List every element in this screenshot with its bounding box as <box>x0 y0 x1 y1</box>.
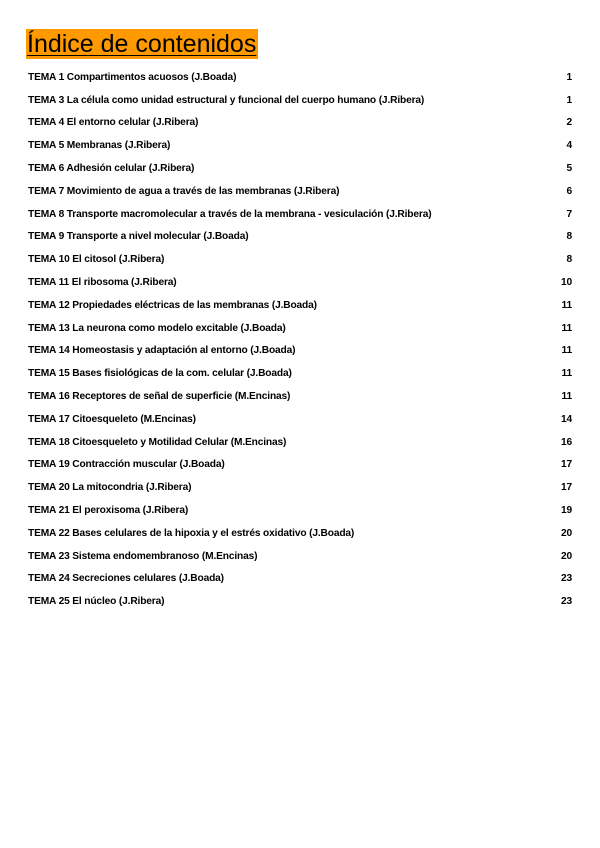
toc-entry[interactable] <box>28 89 572 112</box>
toc-entry-page-number: 7 <box>566 208 572 220</box>
toc-entry[interactable] <box>28 431 572 454</box>
toc-entry[interactable] <box>28 340 572 363</box>
toc-entry[interactable] <box>28 499 572 522</box>
toc-entry-title: TEMA 16 Receptores de señal de superficie (M.Encinas) <box>28 391 291 403</box>
toc-entry[interactable] <box>28 157 572 180</box>
toc-entry-page-number: 4 <box>566 140 572 152</box>
toc-entry[interactable] <box>28 568 572 591</box>
toc-entry-title: TEMA 17 Citoesqueleto (M.Encinas) <box>28 413 196 425</box>
toc-entry-page-number: 16 <box>560 436 572 448</box>
toc-entry[interactable] <box>28 112 572 135</box>
table-of-contents <box>28 66 572 613</box>
toc-entry[interactable] <box>28 476 572 499</box>
toc-entry-page-number: 1 <box>566 71 572 83</box>
toc-entry-page-number: 11 <box>561 299 572 311</box>
toc-entry-page-number: 8 <box>566 231 572 243</box>
toc-entry-page-number: 17 <box>560 459 572 471</box>
toc-entry-page-number: 8 <box>566 254 572 266</box>
toc-entry-title: TEMA 22 Bases celulares de la hipoxia y el estrés oxidativo (J.Boada) <box>28 527 355 539</box>
page-title: Índice de contenidos <box>27 30 257 58</box>
toc-entry[interactable] <box>28 294 572 317</box>
toc-entry-page-number: 11 <box>561 368 572 380</box>
toc-entry-page-number: 19 <box>560 505 572 517</box>
toc-entry-page-number: 11 <box>561 391 572 403</box>
toc-entry[interactable] <box>28 317 572 340</box>
toc-entry-page-number: 5 <box>566 163 572 175</box>
toc-entry-page-number: 10 <box>560 277 572 289</box>
toc-entry-title: TEMA 15 Bases fisiológicas de la com. celular (J.Boada) <box>28 368 292 380</box>
toc-entry-page-number: 23 <box>560 573 572 585</box>
toc-entry-title: TEMA 5 Membranas (J.Ribera) <box>28 140 171 152</box>
toc-entry[interactable] <box>28 522 572 545</box>
toc-entry-page-number: 6 <box>566 185 572 197</box>
toc-entry-page-number: 1 <box>566 94 572 106</box>
toc-entry-title: TEMA 18 Citoesqueleto y Motilidad Celular (M.Encinas) <box>28 436 287 448</box>
toc-entry-title: TEMA 9 Transporte a nivel molecular (J.Boada) <box>28 231 249 243</box>
toc-entry[interactable] <box>28 362 572 385</box>
toc-entry-title: TEMA 19 Contracción muscular (J.Boada) <box>28 459 225 471</box>
toc-entry[interactable] <box>28 271 572 294</box>
toc-entry[interactable] <box>28 454 572 477</box>
toc-entry-title: TEMA 3 La célula como unidad estructural y funcional del cuerpo humano (J.Ribera) <box>28 94 425 106</box>
toc-entry[interactable] <box>28 545 572 568</box>
toc-entry[interactable] <box>28 590 572 613</box>
toc-entry-page-number: 11 <box>561 345 572 357</box>
toc-entry-page-number: 11 <box>561 322 572 334</box>
toc-entry-title: TEMA 7 Movimiento de agua a través de las membranas (J.Ribera) <box>28 185 340 197</box>
toc-entry-title: TEMA 11 El ribosoma (J.Ribera) <box>28 277 177 289</box>
toc-entry[interactable] <box>28 203 572 226</box>
toc-entry[interactable] <box>28 408 572 431</box>
toc-entry-page-number: 20 <box>560 550 572 562</box>
toc-entry-title: TEMA 21 El peroxisoma (J.Ribera) <box>28 505 189 517</box>
toc-entry-page-number: 23 <box>560 596 572 608</box>
toc-entry-title: TEMA 23 Sistema endomembranoso (M.Encinas) <box>28 550 258 562</box>
toc-entry[interactable] <box>28 134 572 157</box>
toc-entry-title: TEMA 6 Adhesión celular (J.Ribera) <box>28 163 195 175</box>
toc-entry-title: TEMA 20 La mitocondria (J.Ribera) <box>28 482 192 494</box>
toc-entry-title: TEMA 1 Compartimentos acuosos (J.Boada) <box>28 71 237 83</box>
toc-entry[interactable] <box>28 180 572 203</box>
toc-entry[interactable] <box>28 66 572 89</box>
toc-entry-title: TEMA 4 El entorno celular (J.Ribera) <box>28 117 199 129</box>
toc-entry-title: TEMA 8 Transporte macromolecular a través de la membrana - vesiculación (J.Ribera) <box>28 208 432 220</box>
toc-entry-page-number: 14 <box>560 413 572 425</box>
toc-entry-title: TEMA 14 Homeostasis y adaptación al entorno (J.Boada) <box>28 345 296 357</box>
toc-entry-page-number: 20 <box>560 527 572 539</box>
toc-entry-title: TEMA 24 Secreciones celulares (J.Boada) <box>28 573 224 585</box>
toc-entry-title: TEMA 12 Propiedades eléctricas de las membranas (J.Boada) <box>28 299 317 311</box>
toc-entry[interactable] <box>28 248 572 271</box>
title-wrapper <box>26 29 258 59</box>
toc-entry[interactable] <box>28 226 572 249</box>
toc-entry-title: TEMA 13 La neurona como modelo excitable (J.Boada) <box>28 322 286 334</box>
toc-entry-page-number: 2 <box>566 117 572 129</box>
toc-entry[interactable] <box>28 385 572 408</box>
toc-entry-title: TEMA 10 El citosol (J.Ribera) <box>28 254 165 266</box>
toc-entry-page-number: 17 <box>560 482 572 494</box>
toc-entry-title: TEMA 25 El núcleo (J.Ribera) <box>28 596 165 608</box>
